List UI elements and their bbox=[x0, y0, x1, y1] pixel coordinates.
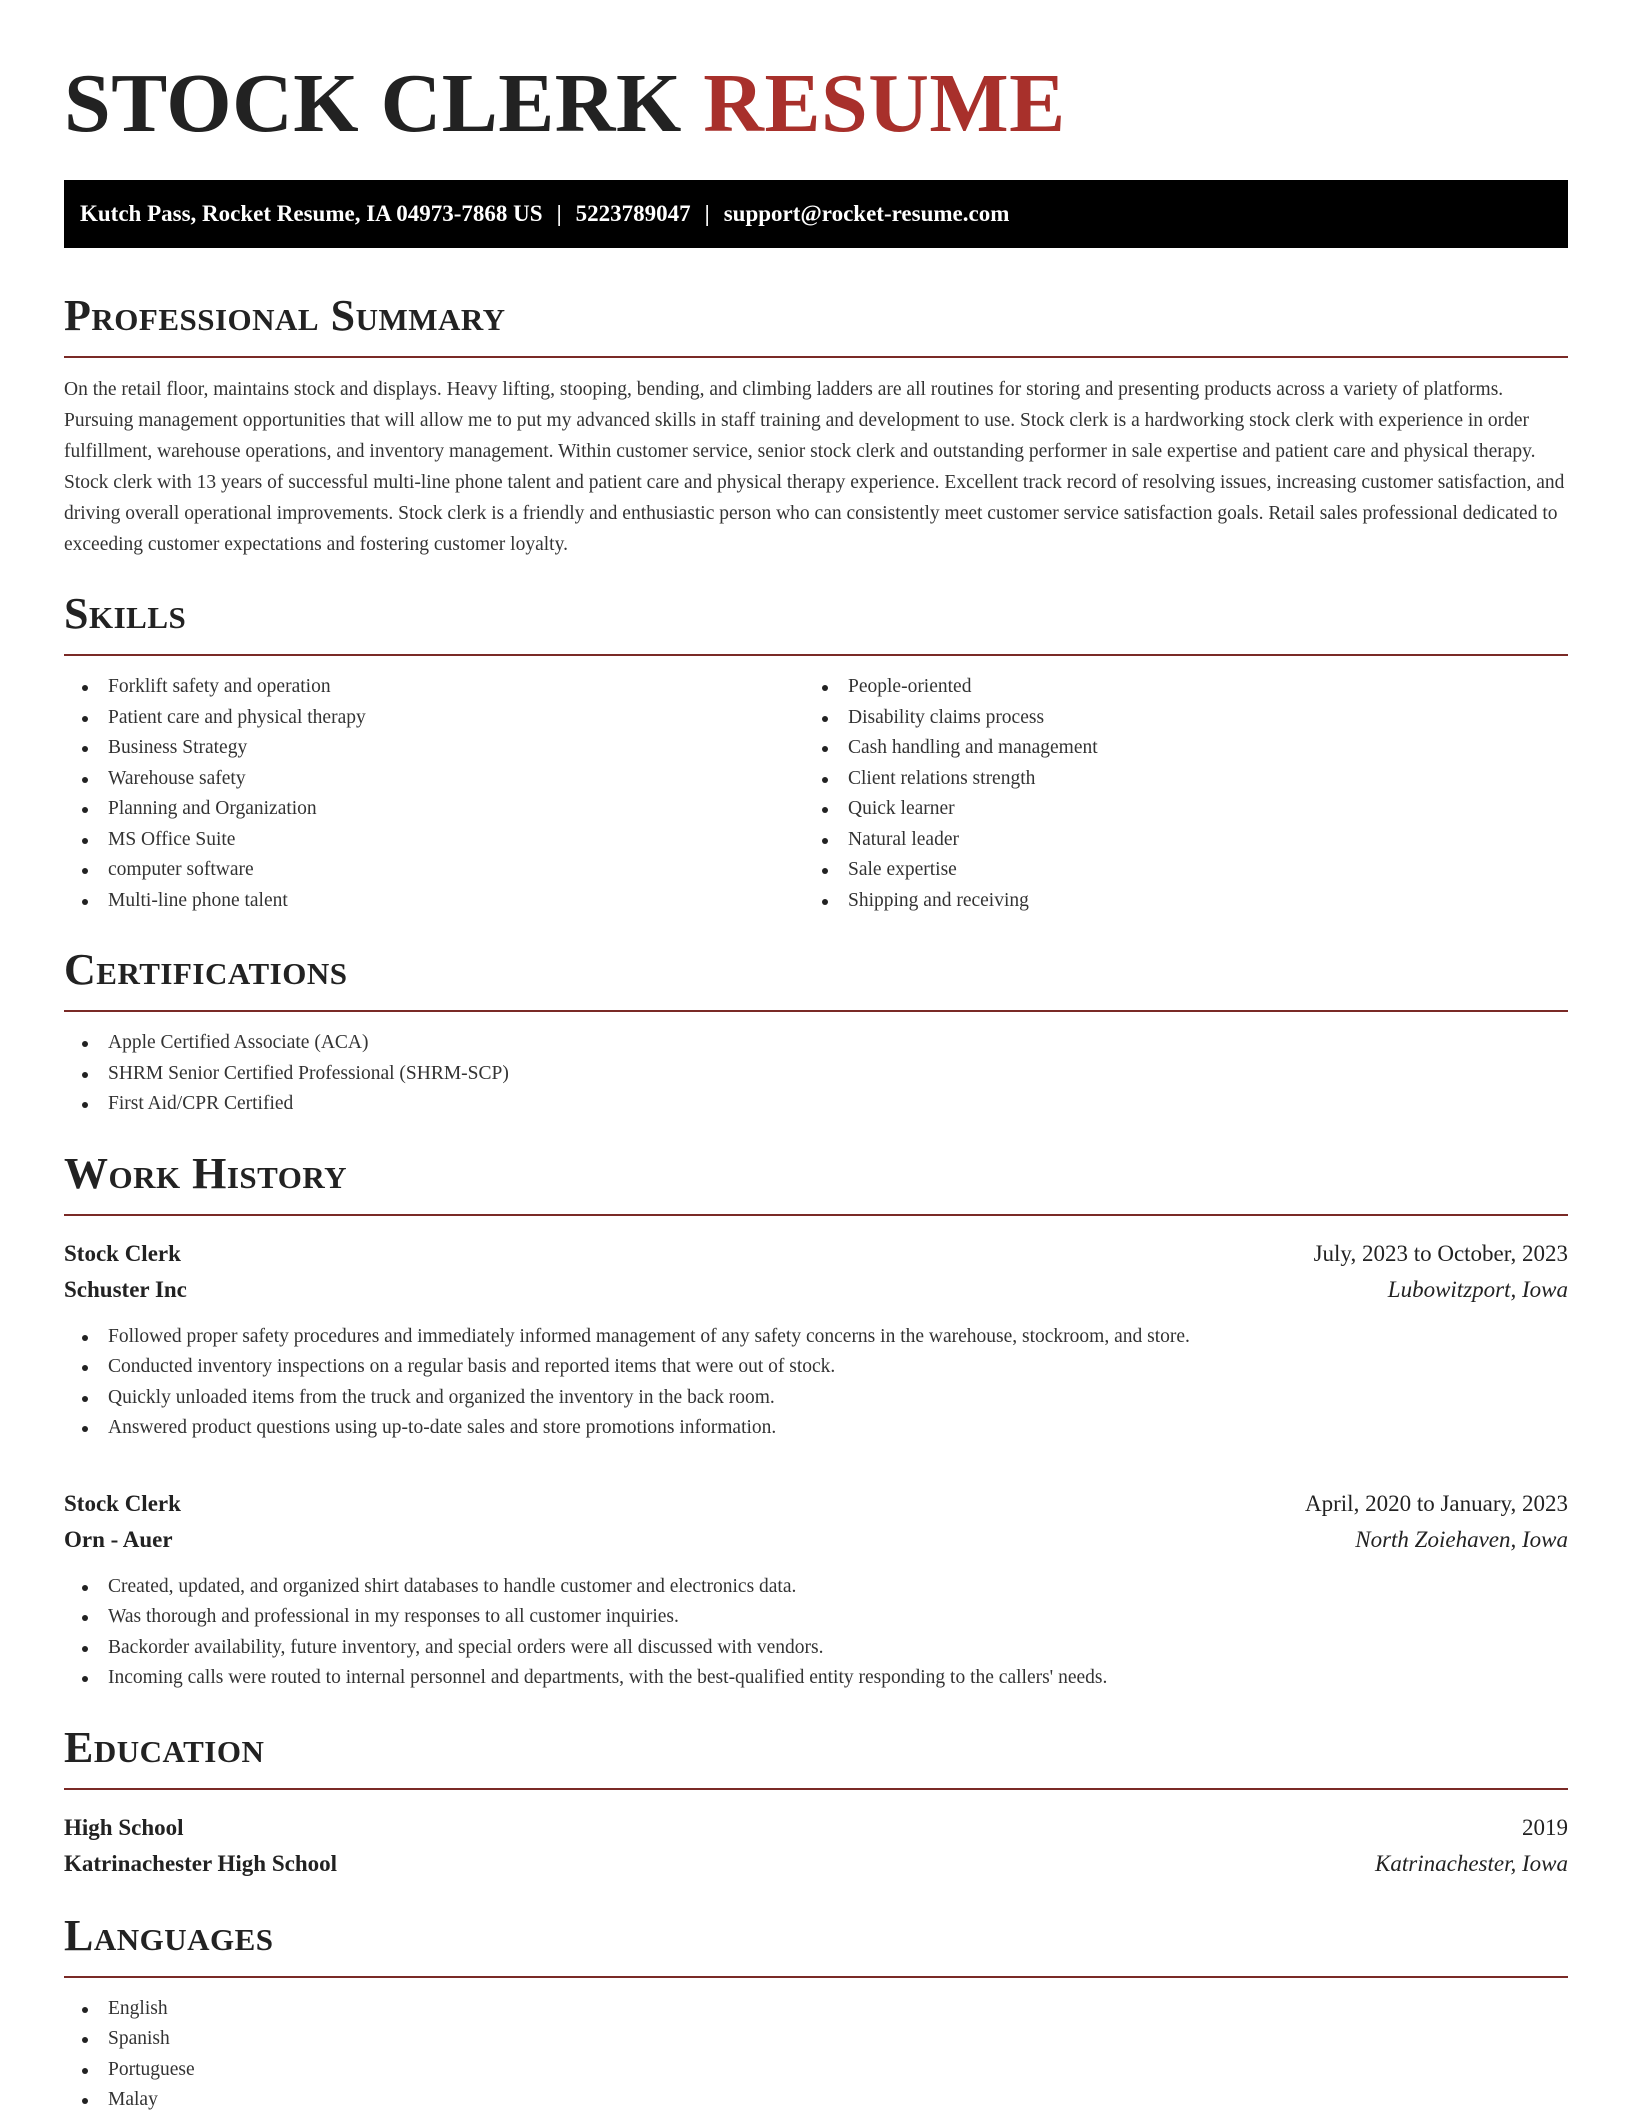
skills-list-left bbox=[64, 672, 804, 916]
languages-list bbox=[64, 1994, 1568, 2116]
section-divider bbox=[64, 1976, 1568, 1978]
job-company: Orn - Auer bbox=[64, 1526, 173, 1552]
skill-item: Client relations strength bbox=[804, 764, 1544, 795]
job-duty-item: Conducted inventory inspections on a regular basis and reported items that were out of stock. bbox=[64, 1352, 1568, 1383]
summary-section bbox=[64, 292, 1568, 560]
language-item: English bbox=[64, 1994, 1568, 2025]
contact-email[interactable]: support@rocket-resume.com bbox=[723, 201, 1010, 226]
skill-item: Natural leader bbox=[804, 825, 1544, 856]
job-duty-item: Created, updated, and organized shirt databases to handle customer and electronics data. bbox=[64, 1572, 1568, 1603]
skill-item: Sale expertise bbox=[804, 855, 1544, 886]
job-header-row bbox=[64, 1486, 1568, 1522]
education-year: 2019 bbox=[1522, 1814, 1568, 1840]
contact-phone: 5223789047 bbox=[575, 201, 691, 226]
section-divider bbox=[64, 1010, 1568, 1012]
job-duty-item: Followed proper safety procedures and immediately informed management of any safety concerns in the warehouse, stockroom, and store. bbox=[64, 1322, 1568, 1353]
job-duty-item: Was thorough and professional in my responses to all customer inquiries. bbox=[64, 1602, 1568, 1633]
skills-section bbox=[64, 590, 1568, 916]
skill-item: MS Office Suite bbox=[64, 825, 804, 856]
section-divider bbox=[64, 1214, 1568, 1216]
summary-text: On the retail floor, maintains stock and displays. Heavy lifting, stooping, bending, and climbing ladders are all routines for storing and presenting products across a variety of platforms. Pursuing management opportunities that will allow me to put my advanced skills in staff training and development to use. Stock clerk is a hardworking stock clerk with experience in order fulfillment, warehouse operations, and inventory management. Within customer service, senior stock clerk and outstanding performer in sale expertise and patient care and physical therapy. Stock clerk with 13 years of successful multi-line phone talent and patient care and physical therapy experience. Excellent track record of resolving issues, increasing customer satisfaction, and driving overall operational improvements. Stock clerk is a friendly and enthusiastic person who can consistently meet customer service satisfaction goals. Retail sales professional dedicated to exceeding customer expectations and fostering customer loyalty. bbox=[64, 379, 1565, 555]
education-degree: High School bbox=[64, 1814, 184, 1840]
skill-item: Warehouse safety bbox=[64, 764, 804, 795]
certifications-heading: Certifications bbox=[64, 945, 348, 994]
job-company-row bbox=[64, 1522, 1568, 1558]
job-dates: April, 2020 to January, 2023 bbox=[1305, 1490, 1568, 1516]
job-duties-list bbox=[64, 1572, 1568, 1694]
job-duty-item: Backorder availability, future inventory, and special orders were all discussed with vendors. bbox=[64, 1633, 1568, 1664]
education-school-row bbox=[64, 1846, 1568, 1882]
skill-item: Business Strategy bbox=[64, 733, 804, 764]
job-duty-item: Quickly unloaded items from the truck and organized the inventory in the back room. bbox=[64, 1383, 1568, 1414]
skill-item: Patient care and physical therapy bbox=[64, 703, 804, 734]
job-entry bbox=[64, 1236, 1568, 1444]
job-dates: July, 2023 to October, 2023 bbox=[1313, 1240, 1568, 1266]
skill-item: Planning and Organization bbox=[64, 794, 804, 825]
skill-item: Disability claims process bbox=[804, 703, 1544, 734]
education-heading: Education bbox=[64, 1722, 265, 1772]
education-header-row bbox=[64, 1810, 1568, 1846]
summary-heading: Professional Summary bbox=[64, 291, 506, 340]
skill-item: Forklift safety and operation bbox=[64, 672, 804, 703]
certifications-section bbox=[64, 946, 1568, 1120]
section-divider bbox=[64, 356, 1568, 358]
title-main: STOCK CLERK bbox=[64, 57, 682, 150]
skill-item: People-oriented bbox=[804, 672, 1544, 703]
contact-address: Kutch Pass, Rocket Resume, IA 04973-7868 US bbox=[80, 201, 543, 226]
job-duties-list bbox=[64, 1322, 1568, 1444]
education-entry bbox=[64, 1810, 1568, 1882]
resume-title bbox=[64, 58, 1568, 150]
language-item: Malay bbox=[64, 2085, 1568, 2116]
job-company: Schuster Inc bbox=[64, 1276, 187, 1302]
title-accent: RESUME bbox=[703, 57, 1066, 150]
job-duty-item: Incoming calls were routed to internal personnel and departments, with the best-qualified entity responding to the callers' needs. bbox=[64, 1663, 1568, 1694]
job-header-row bbox=[64, 1236, 1568, 1272]
skills-columns bbox=[64, 656, 1568, 916]
skill-item: Shipping and receiving bbox=[804, 886, 1544, 917]
certifications-list bbox=[64, 1028, 1568, 1120]
education-school: Katrinachester High School bbox=[64, 1850, 338, 1876]
certification-item: First Aid/CPR Certified bbox=[64, 1089, 1568, 1120]
certification-item: Apple Certified Associate (ACA) bbox=[64, 1028, 1568, 1059]
education-location: Katrinachester, Iowa bbox=[1375, 1850, 1568, 1876]
skills-list-right bbox=[804, 672, 1544, 916]
job-duty-item: Answered product questions using up-to-date sales and store promotions information. bbox=[64, 1413, 1568, 1444]
job-title: Stock Clerk bbox=[64, 1240, 181, 1266]
languages-section bbox=[64, 1912, 1568, 2116]
education-section bbox=[64, 1724, 1568, 1882]
job-location: North Zoiehaven, Iowa bbox=[1355, 1526, 1568, 1552]
job-title: Stock Clerk bbox=[64, 1490, 181, 1516]
job-entry bbox=[64, 1486, 1568, 1694]
language-item: Spanish bbox=[64, 2024, 1568, 2055]
contact-bar bbox=[64, 180, 1568, 248]
contact-separator: | bbox=[704, 201, 710, 226]
skill-item: computer software bbox=[64, 855, 804, 886]
section-divider bbox=[64, 1788, 1568, 1790]
job-location: Lubowitzport, Iowa bbox=[1387, 1276, 1568, 1302]
contact-separator: | bbox=[556, 201, 562, 226]
work-history-heading: Work History bbox=[64, 1148, 348, 1198]
certification-item: SHRM Senior Certified Professional (SHRM-SCP) bbox=[64, 1059, 1568, 1090]
skill-item: Quick learner bbox=[804, 794, 1544, 825]
skill-item: Multi-line phone talent bbox=[64, 886, 804, 917]
job-company-row bbox=[64, 1272, 1568, 1308]
work-history-section bbox=[64, 1150, 1568, 1694]
skills-heading: Skills bbox=[64, 589, 187, 638]
skill-item: Cash handling and management bbox=[804, 733, 1544, 764]
language-item: Portuguese bbox=[64, 2055, 1568, 2086]
languages-heading: Languages bbox=[64, 1910, 274, 1960]
